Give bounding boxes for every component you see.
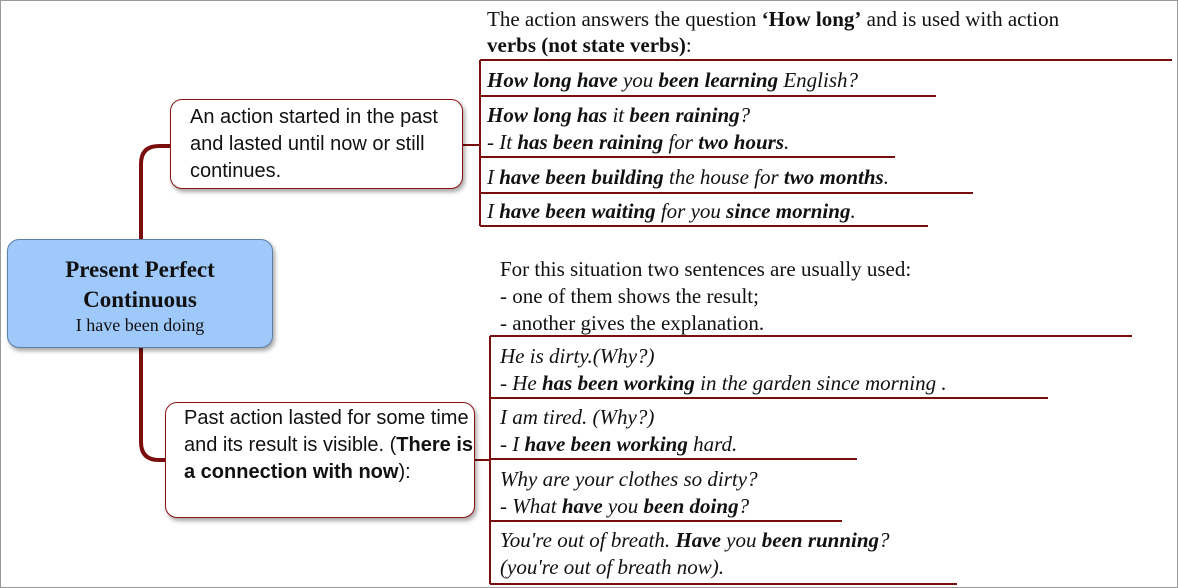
bold-segment: How long has (487, 103, 608, 127)
example-line (487, 129, 789, 156)
branch2-label-normal: Past action lasted for some time and its result is visible. ( (184, 407, 469, 456)
note-line: - another gives the explanation. (500, 311, 765, 335)
bold-segment: have been building (499, 165, 664, 189)
branch1-label: An action started in the past and lasted until now or still continues. (190, 106, 438, 182)
text-segment: (you're out of breath now). (500, 555, 724, 579)
branch2-note (500, 256, 911, 337)
bold-segment: been raining (629, 103, 740, 127)
bold-segment: been running (761, 528, 880, 552)
example-b2-3[interactable] (500, 466, 758, 520)
branch-started-in-past[interactable] (170, 99, 463, 189)
bold-segment: has been raining (517, 130, 664, 154)
text-segment: you (602, 494, 644, 518)
text-segment: hard. (687, 432, 738, 456)
note-text: : (685, 33, 692, 57)
note-line: For this situation two sentences are usually used: (500, 257, 912, 281)
branch1-note (487, 6, 1059, 58)
text-segment: ? (739, 103, 751, 127)
example-b2-2[interactable] (500, 404, 737, 458)
bold-segment: have been working (524, 432, 688, 456)
branch2-label-bold: There is a connection with now (184, 434, 473, 483)
example-line (487, 198, 856, 225)
text-segment: - It (487, 130, 518, 154)
text-segment: ? (879, 528, 890, 552)
note-bold-how-long: ‘How long’ (761, 7, 862, 31)
central-subtitle: I have been doing (75, 315, 205, 335)
example-line (500, 527, 890, 554)
example-line (500, 466, 758, 493)
text-segment: for (663, 130, 699, 154)
branch2-label-end: ): (398, 461, 411, 483)
bold-segment: Have (675, 528, 721, 552)
bold-segment: two months (783, 165, 884, 189)
bold-segment: How long have (487, 68, 618, 92)
example-line (500, 370, 947, 397)
bold-segment: has been working (541, 371, 695, 395)
bold-segment: since morning (726, 199, 851, 223)
example-line (487, 102, 789, 129)
text-segment: for you (655, 199, 727, 223)
text-segment: Why are your clothes so dirty? (500, 467, 758, 491)
text-segment: . (850, 199, 856, 223)
example-b2-1[interactable] (500, 343, 947, 397)
central-topic[interactable] (7, 239, 273, 348)
example-b1-2[interactable] (487, 102, 789, 156)
example-line (500, 404, 737, 431)
bold-segment: been doing (643, 494, 739, 518)
text-segment: ? (738, 494, 750, 518)
text-segment: English? (778, 68, 859, 92)
text-segment: you (720, 528, 762, 552)
text-segment: it (607, 103, 630, 127)
text-segment: in the garden since morning . (694, 371, 947, 395)
text-segment: - What (500, 494, 562, 518)
example-b1-4[interactable] (487, 198, 856, 225)
bold-segment: have (561, 494, 603, 518)
branch-result-visible[interactable] (165, 402, 475, 518)
example-line (500, 554, 890, 581)
text-segment: He is dirty.(Why?) (500, 344, 655, 368)
example-line (500, 493, 758, 520)
note-bold-verbs: verbs (not state verbs) (487, 33, 686, 57)
text-segment: You're out of breath. (500, 528, 676, 552)
text-segment: you (617, 68, 659, 92)
example-line (500, 431, 737, 458)
example-line (487, 67, 858, 94)
example-b2-4[interactable] (500, 527, 890, 581)
text-segment: - He (500, 371, 542, 395)
text-segment: the house for (663, 165, 784, 189)
note-text: The action answers the question (487, 7, 762, 31)
note-line: - one of them shows the result; (500, 284, 759, 308)
note-text: and is used with action (861, 7, 1060, 31)
text-segment: I am tired. (Why?) (500, 405, 655, 429)
bold-segment: have been waiting (499, 199, 656, 223)
example-b1-3[interactable] (487, 164, 889, 191)
text-segment: I (487, 199, 500, 223)
text-segment: - I (500, 432, 525, 456)
central-title: Present Perfect Continuous (65, 257, 215, 312)
text-segment: I (487, 165, 500, 189)
example-b1-1[interactable] (487, 67, 858, 94)
text-segment: . (784, 130, 790, 154)
bold-segment: two hours (698, 130, 785, 154)
bold-segment: been learning (658, 68, 779, 92)
example-line (500, 343, 947, 370)
text-segment: . (883, 165, 889, 189)
example-line (487, 164, 889, 191)
